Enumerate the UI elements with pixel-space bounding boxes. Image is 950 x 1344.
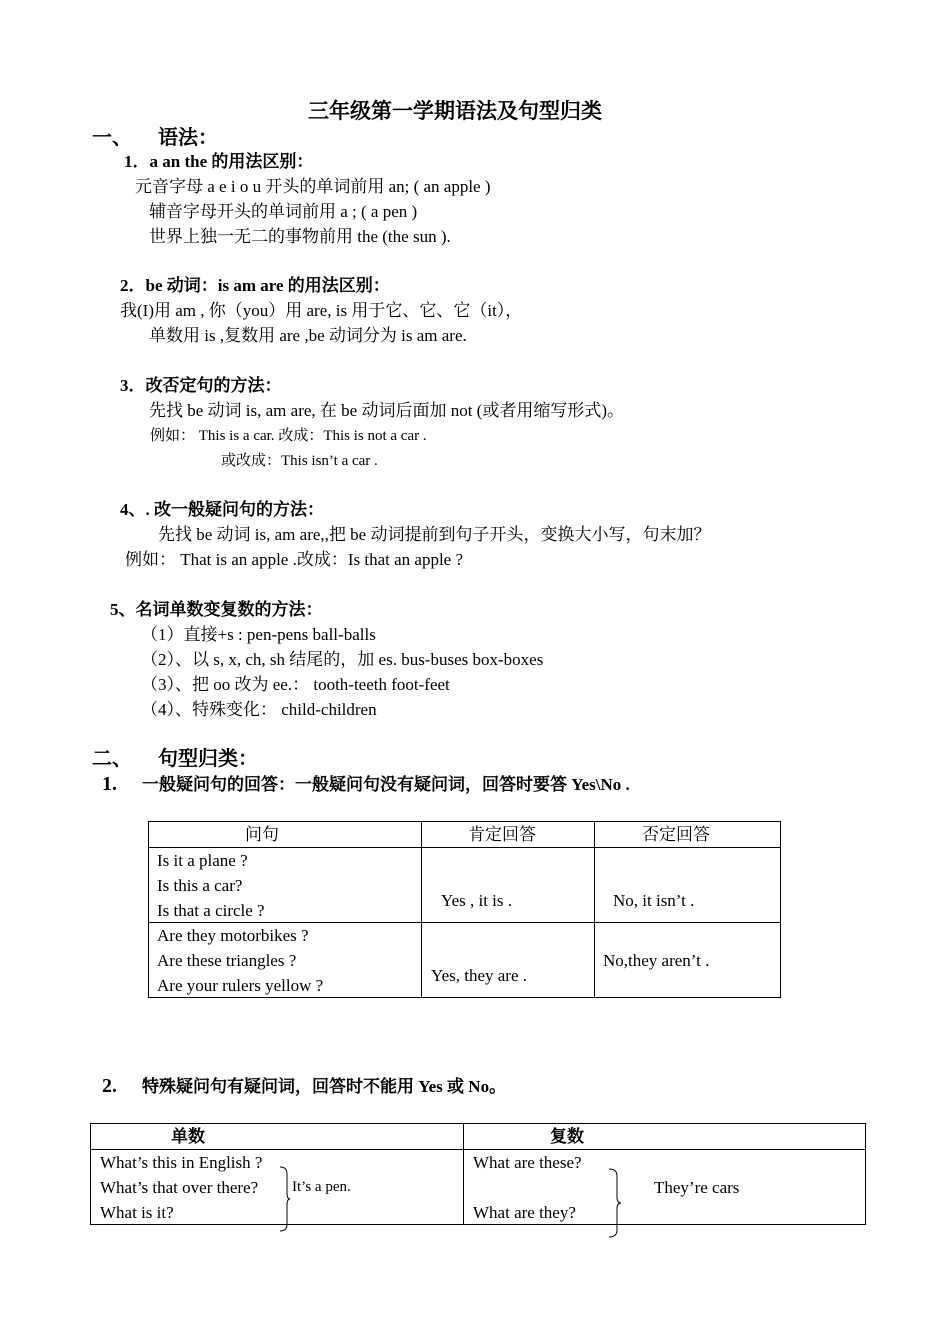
singular-answer: It’s a pen.: [292, 1179, 351, 1195]
sentence2-number: 2.: [102, 1075, 117, 1097]
question: What are these?: [473, 1153, 582, 1172]
plural-cell: [464, 1150, 866, 1225]
item5-line: （4）、特殊变化： child-children: [141, 700, 377, 719]
brace-icon: [608, 1168, 622, 1238]
item5-line: （2）、以 s, x, ch, sh 结尾的，加 es. bus-buses box-boxes: [141, 650, 544, 669]
table-row: [149, 923, 781, 998]
item5-line: （3）、把 oo 改为 ee.： tooth-teeth foot-feet: [141, 675, 450, 694]
table-header-cell: [91, 1124, 464, 1150]
page-title: 三年级第一学期语法及句型归类: [308, 99, 602, 123]
questions-cell: [149, 923, 422, 998]
item1-line: 元音字母 a e i o u 开头的单词前用 an; ( an apple ): [135, 177, 491, 196]
item4-heading: 4、. 改一般疑问句的方法：: [120, 500, 324, 519]
table-row: [149, 848, 781, 923]
section1-heading: 语法：: [158, 127, 218, 149]
question: What’s that over there?: [100, 1178, 259, 1197]
questions-cell: [149, 848, 422, 923]
table-row: [91, 1150, 866, 1225]
affirmative-answer: Yes, they are .: [431, 966, 528, 985]
question: What are they?: [473, 1203, 576, 1222]
negative-cell: [595, 848, 781, 923]
sentence2-text: 特殊疑问句有疑问词，回答时不能用 Yes 或 No。: [142, 1077, 507, 1096]
section2-heading: 句型归类：: [158, 748, 258, 770]
header-question: 问句: [245, 825, 279, 844]
table-header-cell: [595, 822, 781, 848]
header-plural: 复数: [550, 1127, 584, 1146]
question: Are your rulers yellow ?: [157, 976, 324, 995]
question: What’s this in English ?: [100, 1153, 263, 1172]
plural-answer: They’re cars: [654, 1178, 740, 1197]
item2-line: 单数用 is ,复数用 are ,be 动词分为 is am are.: [149, 326, 467, 345]
item4-line: 先找 be 动词 is, am are,,把 be 动词提前到句子开头，变换大小写，句末加？: [158, 525, 711, 544]
brace-icon: [279, 1166, 291, 1232]
item5-heading: 5、名词单数变复数的方法：: [110, 600, 323, 619]
question: Is that a circle ?: [157, 901, 265, 920]
item3-example: 或改成：This isn’t a car .: [221, 453, 378, 469]
question: Is it a plane ?: [157, 851, 248, 870]
wh-question-table: [90, 1123, 866, 1225]
table-header-cell: [464, 1124, 866, 1150]
section2-number: 二、: [92, 748, 132, 770]
item4-line: 例如： That is an apple .改成：Is that an apple ?: [125, 550, 464, 569]
negative-answer: No, it isn’t .: [613, 891, 695, 910]
item1-line: 辅音字母开头的单词前用 a ; ( a pen ): [149, 202, 418, 221]
yes-no-question-table: [148, 821, 781, 998]
item1-heading: 1．a an the 的用法区别：: [124, 152, 314, 171]
singular-cell: [91, 1150, 464, 1225]
question: Are these triangles ?: [157, 951, 297, 970]
affirmative-cell: [422, 923, 595, 998]
item3-example: 例如： This is a car. 改成：This is not a car .: [150, 428, 427, 444]
table-header-cell: [422, 822, 595, 848]
header-negative: 否定回答: [642, 825, 710, 844]
item2-line: 我(I)用 am , 你（you）用 are, is 用于它、它、它（it），: [120, 301, 523, 320]
header-affirmative: 肯定回答: [468, 825, 536, 844]
negative-answer: No,they aren’t .: [603, 951, 710, 970]
item3-line: 先找 be 动词 is, am are, 在 be 动词后面加 not (或者用缩写形式)。: [149, 401, 624, 420]
item1-line: 世界上独一无二的事物前用 the (the sun ).: [149, 227, 451, 246]
table-header-cell: [149, 822, 422, 848]
question: What is it?: [100, 1203, 174, 1222]
sentence1-number: 1.: [102, 773, 117, 795]
item5-line: （1）直接+s : pen-pens ball-balls: [141, 625, 376, 644]
item3-heading: 3．改否定句的方法：: [120, 376, 282, 395]
affirmative-cell: [422, 848, 595, 923]
affirmative-answer: Yes , it is .: [441, 891, 513, 910]
header-singular: 单数: [171, 1127, 205, 1146]
question: Are they motorbikes ?: [157, 926, 309, 945]
section1-number: 一、: [92, 127, 132, 149]
sentence1-text: 一般疑问句的回答：一般疑问句没有疑问词，回答时要答 Yes\No .: [142, 775, 630, 794]
question: Is this a car?: [157, 876, 243, 895]
item2-heading: 2．be 动词：is am are 的用法区别：: [120, 276, 390, 295]
negative-cell: [595, 923, 781, 998]
